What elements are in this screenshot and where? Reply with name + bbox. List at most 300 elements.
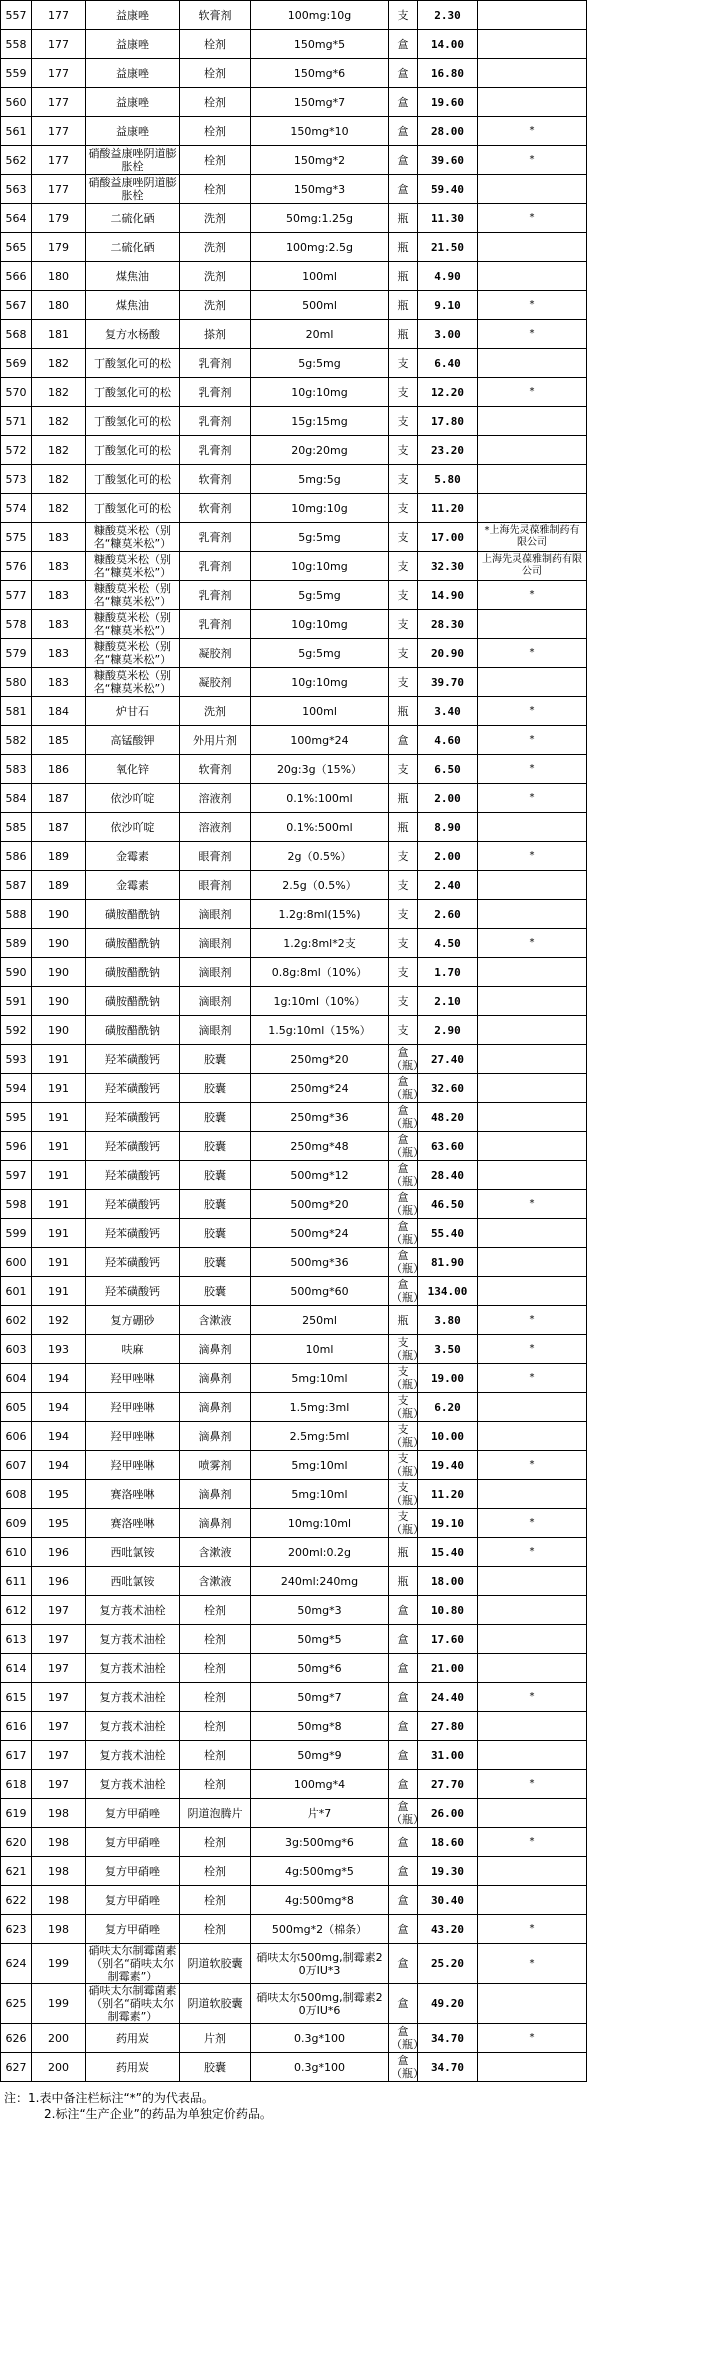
- table-body: [1, 1, 587, 2082]
- unit: 瓶: [389, 697, 418, 726]
- row-number: 574: [1, 494, 32, 523]
- row-number: 595: [1, 1103, 32, 1132]
- specification: 10mg:10ml: [251, 1509, 389, 1538]
- unit: 瓶: [389, 233, 418, 262]
- price: 20.90: [418, 639, 478, 668]
- table-row: [1, 2053, 587, 2082]
- remark: [478, 233, 587, 262]
- table-row: [1, 1886, 587, 1915]
- table-row: [1, 842, 587, 871]
- table-row: [1, 784, 587, 813]
- specification: 5mg:10ml: [251, 1364, 389, 1393]
- drug-code: 177: [32, 146, 86, 175]
- drug-code: 189: [32, 842, 86, 871]
- remark: [478, 1103, 587, 1132]
- price: 3.00: [418, 320, 478, 349]
- price: 55.40: [418, 1219, 478, 1248]
- row-number: 592: [1, 1016, 32, 1045]
- drug-code: 180: [32, 291, 86, 320]
- dosage-form: 栓剂: [180, 1886, 251, 1915]
- drug-name: 羟甲唑啉: [86, 1422, 180, 1451]
- drug-code: 191: [32, 1074, 86, 1103]
- unit: 瓶: [389, 1306, 418, 1335]
- remark: [478, 1984, 587, 2024]
- dosage-form: 滴眼剂: [180, 958, 251, 987]
- drug-code: 191: [32, 1277, 86, 1306]
- drug-name: 复方甲硝唑: [86, 1857, 180, 1886]
- price: 34.70: [418, 2053, 478, 2082]
- price: 26.00: [418, 1799, 478, 1828]
- specification: 5g:5mg: [251, 581, 389, 610]
- unit: 盒: [389, 1741, 418, 1770]
- unit: 盒: [389, 1828, 418, 1857]
- remark: [478, 1567, 587, 1596]
- table-row: [1, 494, 587, 523]
- row-number: 611: [1, 1567, 32, 1596]
- price: 2.30: [418, 1, 478, 30]
- price: 28.00: [418, 117, 478, 146]
- unit: 瓶: [389, 1538, 418, 1567]
- table-row: [1, 755, 587, 784]
- specification: 250mg*24: [251, 1074, 389, 1103]
- row-number: 625: [1, 1984, 32, 2024]
- row-number: 597: [1, 1161, 32, 1190]
- dosage-form: 栓剂: [180, 1654, 251, 1683]
- price: 30.40: [418, 1886, 478, 1915]
- remark: [478, 1886, 587, 1915]
- price: 39.60: [418, 146, 478, 175]
- specification: 500mg*20: [251, 1190, 389, 1219]
- drug-name: 羟苯磺酸钙: [86, 1219, 180, 1248]
- drug-code: 190: [32, 987, 86, 1016]
- drug-code: 179: [32, 204, 86, 233]
- drug-name: 西吡氯铵: [86, 1538, 180, 1567]
- drug-name: 羟甲唑啉: [86, 1364, 180, 1393]
- table-row: [1, 117, 587, 146]
- specification: 15g:15mg: [251, 407, 389, 436]
- drug-code: 197: [32, 1625, 86, 1654]
- drug-name: 磺胺醋酰钠: [86, 929, 180, 958]
- specification: 150mg*5: [251, 30, 389, 59]
- specification: 20ml: [251, 320, 389, 349]
- unit: 支: [389, 349, 418, 378]
- drug-code: 199: [32, 1984, 86, 2024]
- table-row: [1, 1277, 587, 1306]
- specification: 50mg*8: [251, 1712, 389, 1741]
- remark: *: [478, 726, 587, 755]
- dosage-form: 软膏剂: [180, 1, 251, 30]
- specification: 250mg*36: [251, 1103, 389, 1132]
- drug-name: 复方莪术油栓: [86, 1654, 180, 1683]
- drug-name: 羟苯磺酸钙: [86, 1190, 180, 1219]
- price: 134.00: [418, 1277, 478, 1306]
- remark: *: [478, 842, 587, 871]
- row-number: 575: [1, 523, 32, 552]
- row-number: 584: [1, 784, 32, 813]
- row-number: 622: [1, 1886, 32, 1915]
- table-row: [1, 1654, 587, 1683]
- specification: 5g:5mg: [251, 639, 389, 668]
- specification: 250ml: [251, 1306, 389, 1335]
- specification: 100mg:2.5g: [251, 233, 389, 262]
- dosage-form: 栓剂: [180, 30, 251, 59]
- row-number: 590: [1, 958, 32, 987]
- drug-name: 呋麻: [86, 1335, 180, 1364]
- drug-code: 197: [32, 1654, 86, 1683]
- row-number: 612: [1, 1596, 32, 1625]
- dosage-form: 含漱液: [180, 1306, 251, 1335]
- table-row: [1, 552, 587, 581]
- table-row: [1, 1828, 587, 1857]
- row-number: 573: [1, 465, 32, 494]
- drug-name: 煤焦油: [86, 262, 180, 291]
- table-row: [1, 2024, 587, 2053]
- dosage-form: 外用片剂: [180, 726, 251, 755]
- dosage-form: 胶囊: [180, 1074, 251, 1103]
- drug-name: 羟甲唑啉: [86, 1451, 180, 1480]
- table-row: [1, 1857, 587, 1886]
- row-number: 586: [1, 842, 32, 871]
- dosage-form: 洗剂: [180, 233, 251, 262]
- table-row: [1, 1074, 587, 1103]
- unit: 盒（瓶）: [389, 1219, 418, 1248]
- dosage-form: 胶囊: [180, 1103, 251, 1132]
- row-number: 591: [1, 987, 32, 1016]
- drug-name: 炉甘石: [86, 697, 180, 726]
- unit: 支（瓶）: [389, 1480, 418, 1509]
- unit: 盒: [389, 59, 418, 88]
- price: 43.20: [418, 1915, 478, 1944]
- dosage-form: 滴鼻剂: [180, 1364, 251, 1393]
- price: 48.20: [418, 1103, 478, 1132]
- remark: *: [478, 1944, 587, 1984]
- drug-code: 191: [32, 1132, 86, 1161]
- drug-code: 183: [32, 668, 86, 697]
- dosage-form: 乳膏剂: [180, 407, 251, 436]
- dosage-form: 胶囊: [180, 1132, 251, 1161]
- unit: 支: [389, 900, 418, 929]
- specification: 5g:5mg: [251, 523, 389, 552]
- price: 1.70: [418, 958, 478, 987]
- dosage-form: 栓剂: [180, 175, 251, 204]
- dosage-form: 滴鼻剂: [180, 1393, 251, 1422]
- unit: 支（瓶）: [389, 1451, 418, 1480]
- price: 3.50: [418, 1335, 478, 1364]
- row-number: 601: [1, 1277, 32, 1306]
- row-number: 621: [1, 1857, 32, 1886]
- dosage-form: 乳膏剂: [180, 523, 251, 552]
- dosage-form: 喷雾剂: [180, 1451, 251, 1480]
- row-number: 605: [1, 1393, 32, 1422]
- remark: [478, 175, 587, 204]
- remark: *: [478, 581, 587, 610]
- specification: 0.3g*100: [251, 2024, 389, 2053]
- dosage-form: 滴眼剂: [180, 929, 251, 958]
- specification: 0.3g*100: [251, 2053, 389, 2082]
- row-number: 585: [1, 813, 32, 842]
- row-number: 564: [1, 204, 32, 233]
- drug-name: 磺胺醋酰钠: [86, 900, 180, 929]
- price: 19.00: [418, 1364, 478, 1393]
- table-row: [1, 436, 587, 465]
- unit: 盒: [389, 1915, 418, 1944]
- specification: 1.2g:8ml(15%): [251, 900, 389, 929]
- table-row: [1, 291, 587, 320]
- drug-name: 复方硼砂: [86, 1306, 180, 1335]
- drug-name: 复方莪术油栓: [86, 1596, 180, 1625]
- dosage-form: 栓剂: [180, 1625, 251, 1654]
- drug-code: 177: [32, 117, 86, 146]
- remark: [478, 1132, 587, 1161]
- remark: *: [478, 2024, 587, 2053]
- table-row: [1, 1103, 587, 1132]
- footnote-1: 注：1.表中备注栏标注“*”的为代表品。: [4, 2091, 214, 2105]
- row-number: 608: [1, 1480, 32, 1509]
- table-row: [1, 987, 587, 1016]
- remark: *: [478, 291, 587, 320]
- dosage-form: 栓剂: [180, 1712, 251, 1741]
- remark: [478, 871, 587, 900]
- remark: *: [478, 1335, 587, 1364]
- dosage-form: 乳膏剂: [180, 552, 251, 581]
- drug-code: 190: [32, 929, 86, 958]
- drug-code: 179: [32, 233, 86, 262]
- dosage-form: 眼膏剂: [180, 871, 251, 900]
- drug-name: 益康唑: [86, 59, 180, 88]
- row-number: 620: [1, 1828, 32, 1857]
- price: 32.60: [418, 1074, 478, 1103]
- unit: 盒（瓶）: [389, 1799, 418, 1828]
- unit: 支: [389, 465, 418, 494]
- unit: 支: [389, 987, 418, 1016]
- drug-code: 182: [32, 494, 86, 523]
- table-row: [1, 1045, 587, 1074]
- dosage-form: 洗剂: [180, 697, 251, 726]
- row-number: 600: [1, 1248, 32, 1277]
- drug-name: 益康唑: [86, 117, 180, 146]
- price: 34.70: [418, 2024, 478, 2053]
- footnotes: [0, 2090, 600, 2122]
- row-number: 561: [1, 117, 32, 146]
- drug-name: 丁酸氢化可的松: [86, 494, 180, 523]
- drug-code: 191: [32, 1190, 86, 1219]
- row-number: 596: [1, 1132, 32, 1161]
- dosage-form: 阴道泡腾片: [180, 1799, 251, 1828]
- drug-code: 183: [32, 552, 86, 581]
- table-row: [1, 1741, 587, 1770]
- price: 8.90: [418, 813, 478, 842]
- remark: [478, 1074, 587, 1103]
- table-row: [1, 1016, 587, 1045]
- remark: [478, 1, 587, 30]
- price: 59.40: [418, 175, 478, 204]
- specification: 20g:20mg: [251, 436, 389, 465]
- remark: *: [478, 639, 587, 668]
- table-row: [1, 958, 587, 987]
- unit: 瓶: [389, 320, 418, 349]
- unit: 支: [389, 407, 418, 436]
- table-row: [1, 88, 587, 117]
- unit: 支: [389, 494, 418, 523]
- row-number: 587: [1, 871, 32, 900]
- unit: 支: [389, 755, 418, 784]
- row-number: 559: [1, 59, 32, 88]
- unit: 支: [389, 639, 418, 668]
- unit: 瓶: [389, 204, 418, 233]
- unit: 盒（瓶）: [389, 2053, 418, 2082]
- specification: 2.5g（0.5%）: [251, 871, 389, 900]
- price: 19.40: [418, 1451, 478, 1480]
- unit: 支: [389, 842, 418, 871]
- drug-code: 182: [32, 378, 86, 407]
- row-number: 566: [1, 262, 32, 291]
- drug-name: 磺胺醋酰钠: [86, 987, 180, 1016]
- price: 4.60: [418, 726, 478, 755]
- price: 6.20: [418, 1393, 478, 1422]
- price: 11.30: [418, 204, 478, 233]
- remark: [478, 2053, 587, 2082]
- drug-code: 177: [32, 30, 86, 59]
- unit: 支: [389, 1016, 418, 1045]
- table-row: [1, 407, 587, 436]
- drug-name: 益康唑: [86, 1, 180, 30]
- unit: 支: [389, 523, 418, 552]
- dosage-form: 洗剂: [180, 291, 251, 320]
- specification: 100ml: [251, 697, 389, 726]
- drug-name: 复方莪术油栓: [86, 1712, 180, 1741]
- price: 17.00: [418, 523, 478, 552]
- dosage-form: 含漱液: [180, 1538, 251, 1567]
- drug-code: 183: [32, 523, 86, 552]
- drug-code: 192: [32, 1306, 86, 1335]
- price: 31.00: [418, 1741, 478, 1770]
- specification: 50mg*6: [251, 1654, 389, 1683]
- unit: 盒（瓶）: [389, 1103, 418, 1132]
- drug-code: 182: [32, 407, 86, 436]
- specification: 1g:10ml（10%）: [251, 987, 389, 1016]
- drug-name: 丁酸氢化可的松: [86, 436, 180, 465]
- table-row: [1, 1944, 587, 1984]
- dosage-form: 搽剂: [180, 320, 251, 349]
- remark: [478, 1596, 587, 1625]
- row-number: 581: [1, 697, 32, 726]
- dosage-form: 片剂: [180, 2024, 251, 2053]
- table-row: [1, 175, 587, 204]
- price: 2.60: [418, 900, 478, 929]
- drug-name: 磺胺醋酰钠: [86, 958, 180, 987]
- drug-name: 糠酸莫米松（别名“糠莫米松”）: [86, 523, 180, 552]
- table-row: [1, 465, 587, 494]
- specification: 500ml: [251, 291, 389, 320]
- unit: 盒: [389, 1712, 418, 1741]
- unit: 盒（瓶）: [389, 1045, 418, 1074]
- price: 17.60: [418, 1625, 478, 1654]
- table-row: [1, 668, 587, 697]
- drug-code: 191: [32, 1161, 86, 1190]
- price: 5.80: [418, 465, 478, 494]
- specification: 10ml: [251, 1335, 389, 1364]
- specification: 50mg*5: [251, 1625, 389, 1654]
- table-row: [1, 1538, 587, 1567]
- dosage-form: 滴眼剂: [180, 900, 251, 929]
- remark: [478, 900, 587, 929]
- dosage-form: 凝胶剂: [180, 639, 251, 668]
- remark: *: [478, 1683, 587, 1712]
- price: 3.80: [418, 1306, 478, 1335]
- drug-code: 182: [32, 465, 86, 494]
- price: 6.40: [418, 349, 478, 378]
- dosage-form: 滴眼剂: [180, 987, 251, 1016]
- specification: 50mg*9: [251, 1741, 389, 1770]
- specification: 硝呋太尔500mg,制霉素20万IU*3: [251, 1944, 389, 1984]
- drug-name: 复方莪术油栓: [86, 1741, 180, 1770]
- unit: 盒: [389, 1857, 418, 1886]
- drug-name: 糠酸莫米松（别名“糠莫米松”）: [86, 581, 180, 610]
- drug-code: 185: [32, 726, 86, 755]
- table-row: [1, 30, 587, 59]
- drug-name: 复方莪术油栓: [86, 1770, 180, 1799]
- row-number: 588: [1, 900, 32, 929]
- specification: 250mg*20: [251, 1045, 389, 1074]
- drug-code: 198: [32, 1915, 86, 1944]
- drug-name: 复方甲硝唑: [86, 1915, 180, 1944]
- unit: 支（瓶）: [389, 1393, 418, 1422]
- row-number: 589: [1, 929, 32, 958]
- specification: 50mg:1.25g: [251, 204, 389, 233]
- price: 18.60: [418, 1828, 478, 1857]
- table-row: [1, 1190, 587, 1219]
- unit: 盒: [389, 1625, 418, 1654]
- remark: *: [478, 1306, 587, 1335]
- drug-name: 糠酸莫米松（别名“糠莫米松”）: [86, 610, 180, 639]
- specification: 150mg*3: [251, 175, 389, 204]
- remark: [478, 1045, 587, 1074]
- dosage-form: 洗剂: [180, 204, 251, 233]
- remark: [478, 407, 587, 436]
- remark: *: [478, 1509, 587, 1538]
- drug-name: 丁酸氢化可的松: [86, 407, 180, 436]
- remark: [478, 1016, 587, 1045]
- remark: [478, 1857, 587, 1886]
- unit: 盒: [389, 30, 418, 59]
- drug-name: 糠酸莫米松（别名“糠莫米松”）: [86, 552, 180, 581]
- dosage-form: 软膏剂: [180, 465, 251, 494]
- table-row: [1, 233, 587, 262]
- price: 14.00: [418, 30, 478, 59]
- price: 18.00: [418, 1567, 478, 1596]
- unit: 盒（瓶）: [389, 1132, 418, 1161]
- drug-code: 181: [32, 320, 86, 349]
- remark: [478, 1161, 587, 1190]
- drug-name: 复方甲硝唑: [86, 1799, 180, 1828]
- drug-name: 硝呋太尔制霉菌素（别名“硝呋太尔制霉素”）: [86, 1984, 180, 2024]
- dosage-form: 滴鼻剂: [180, 1480, 251, 1509]
- unit: 支: [389, 929, 418, 958]
- drug-name: 丁酸氢化可的松: [86, 349, 180, 378]
- drug-code: 197: [32, 1712, 86, 1741]
- row-number: 599: [1, 1219, 32, 1248]
- drug-name: 磺胺醋酰钠: [86, 1016, 180, 1045]
- price: 6.50: [418, 755, 478, 784]
- row-number: 582: [1, 726, 32, 755]
- drug-code: 200: [32, 2053, 86, 2082]
- remark: *上海先灵葆雅制药有限公司: [478, 523, 587, 552]
- drug-code: 177: [32, 175, 86, 204]
- unit: 盒: [389, 146, 418, 175]
- price: 21.50: [418, 233, 478, 262]
- drug-code: 186: [32, 755, 86, 784]
- price: 19.30: [418, 1857, 478, 1886]
